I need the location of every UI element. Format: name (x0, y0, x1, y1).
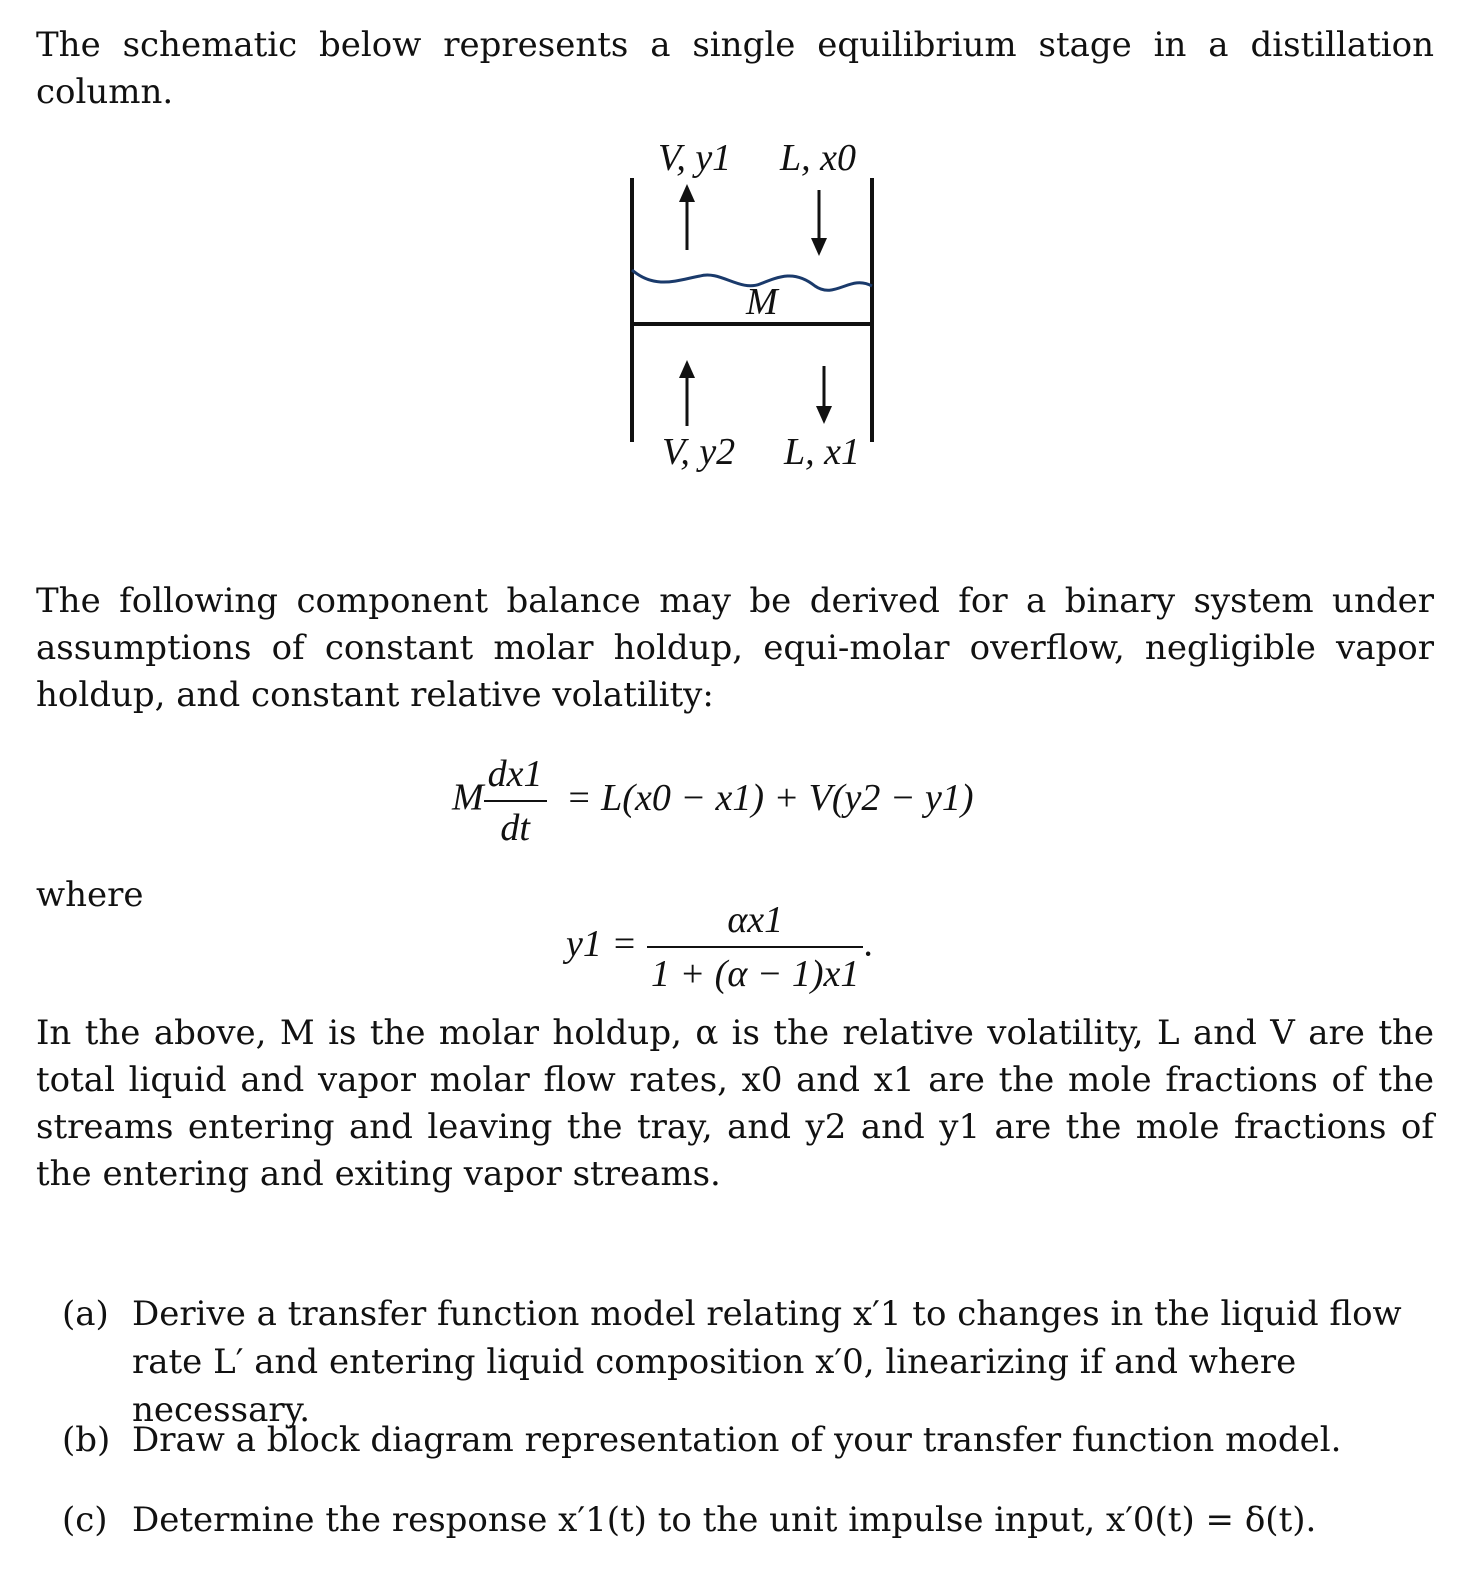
balance-intro-text: The following component balance may be derived for a binary system under assumptions of constant molar holdup, equi-molar overflow, negligible vapor holdup, and constant relative volatility: (36, 581, 1434, 715)
eq1-fraction (484, 752, 547, 850)
eq1-numerator: dx1 (484, 752, 547, 802)
eq1-rhs: = L(x0 − x1) + V(y2 − y1) (566, 776, 974, 819)
eq2-fraction (647, 898, 863, 996)
component-balance-equation (452, 752, 974, 850)
equilibrium-equation (566, 898, 873, 996)
eq2-lhs: y1 = (566, 922, 638, 965)
intro-text: The schematic below represents a single equilibrium stage in a distillation column. (36, 25, 1434, 112)
eq1-denominator: dt (500, 807, 530, 849)
where-text: where (36, 875, 144, 915)
label-top-liquid-in: L, x0 (780, 137, 856, 179)
question-a-text: Derive a transfer function model relating x′1 to changes in the liquid flow rate L′ and entering liquid composition x′0, linearizing if and where necessary. (132, 1294, 1402, 1430)
arrow-down-icon (816, 366, 832, 424)
eq2-numerator: αx1 (647, 898, 863, 948)
arrow-down-icon (811, 190, 827, 256)
eq2-denominator: 1 + (α − 1)x1 (651, 953, 860, 995)
arrow-up-icon (679, 360, 695, 426)
label-top-vapor-out: V, y1 (658, 137, 732, 179)
question-b-text: Draw a block diagram representation of your transfer function model. (132, 1420, 1342, 1460)
label-bottom-vapor-in: V, y2 (662, 431, 736, 473)
label-holdup: M (746, 281, 778, 323)
arrow-up-icon (679, 184, 695, 250)
eq2-period: . (863, 922, 873, 965)
question-b-label: (b) (62, 1420, 111, 1460)
question-c (62, 1496, 1434, 1544)
label-bottom-liquid-out: L, x1 (784, 431, 860, 473)
question-b (62, 1416, 1434, 1464)
question-c-text: Determine the response x′1(t) to the unit impulse input, x′0(t) = δ(t). (132, 1500, 1317, 1540)
question-c-label: (c) (62, 1500, 108, 1540)
question-a (62, 1290, 1434, 1434)
eq1-lhs-factor: M (452, 776, 484, 819)
explanation-text: In the above, M is the molar holdup, α is the relative volatility, L and V are the total liquid and vapor molar flow rates, x0 and x1 are the mole fractions of the streams entering and leaving the tray, and y2 and y1 are the mole fractions of the entering and exiting vapor streams. (36, 1013, 1434, 1194)
distillation-stage-schematic (600, 120, 920, 480)
question-a-label: (a) (62, 1294, 109, 1334)
